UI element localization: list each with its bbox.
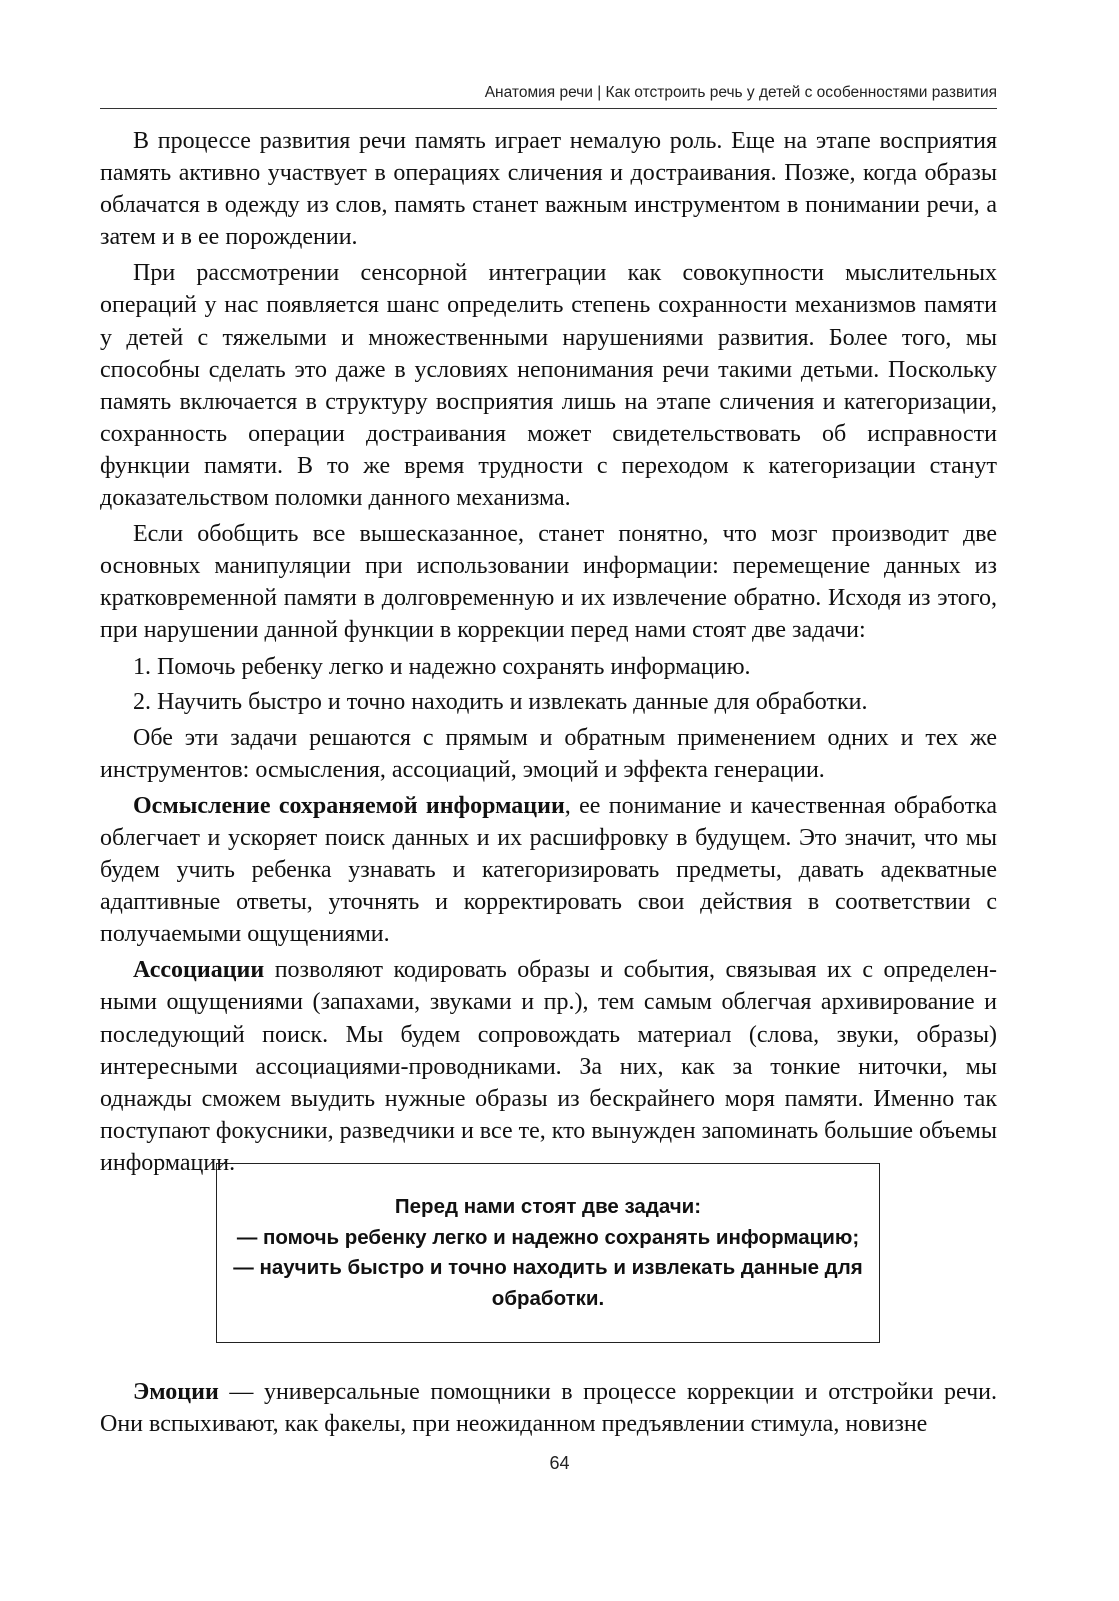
running-title: Анатомия речи | Как отстроить речь у детей с особенностями развития bbox=[484, 84, 997, 101]
term-associations: Ассоциации bbox=[133, 957, 265, 984]
callout-item: — научить быстро и точно находить и извлекать данные для обработки. bbox=[233, 1256, 863, 1310]
paragraph-associations-text: позволяют кодировать образы и события, связывая их с определенными ощущениями (запахами, звуками и пр.), тем самым облегчая архивирование и последующий поиск. Мы будем сопровождать материал (слова, звуки, образы) интересными ассоциациями-проводниками. За них, как за тонкие ниточки, мы однажды сможем выудить нужные образы из бескрайнего моря памяти. Именно так поступают фокусники, разведчики и все те, кто вынужден запоминать большие объемы информации. bbox=[100, 957, 997, 1176]
list-item-text: Научить быстро и точно находить и извлекать данные для обработки. bbox=[157, 688, 868, 715]
callout-item: — помочь ребенку легко и надежно сохранять информацию; bbox=[236, 1225, 860, 1249]
list-item bbox=[100, 686, 997, 718]
paragraph-associations bbox=[100, 954, 997, 1179]
list-item-number: 1. bbox=[133, 653, 151, 680]
paragraph-comprehension bbox=[100, 790, 997, 950]
callout-box bbox=[216, 1163, 880, 1343]
list-item bbox=[100, 651, 997, 683]
paragraph-comprehension-text: , ее понимание и качественная обработка облегчает и ускоряет поиск данных и их расшифровку в будущем. Это значит, что мы будем учить ребенка узнавать и категоризировать предметы, давать адекватные адаптивные ответы, уточнять и корректировать свои действия в соответствии с получаемыми ощущениями. bbox=[100, 792, 998, 948]
task-list bbox=[100, 651, 997, 718]
running-header bbox=[100, 84, 997, 109]
paragraph-emotions bbox=[100, 1376, 997, 1440]
list-item-number: 2. bbox=[133, 688, 151, 715]
continued-text bbox=[100, 1376, 997, 1440]
paragraph-sensory-integration: При рассмотрении сенсорной интеграции как совокупности мыслительных операций у нас появляется шанс определить степень сохранности механизмов памяти у детей с тяжелыми и множественными нарушениями развития. Более того, мы способны сделать это даже в условиях непонимания речи такими детьми. Поскольку память включается в структуру восприятия лишь на этапе сличения и категоризации, сохранность операции достраивания может свидетельствовать об исправности функции памяти. В то же время трудности с переходом к категоризации станут доказательством поломки данного механизма. bbox=[100, 260, 997, 512]
paragraph-tools: Обе эти задачи решаются с прямым и обратным применением одних и тех же инструментов: осмысления, ассоциаций, эмоций и эффекта генерации. bbox=[100, 724, 997, 783]
paragraph-two-tasks: Если обобщить все вышесказанное, станет понятно, что мозг производит две основных манипуляции при использовании информации: перемещение данных из кратковременной памяти в долговременную и их извлечение обратно. Исходя из этого, при нарушении данной функции в коррекции перед нами стоят две задачи: bbox=[100, 521, 997, 644]
term-emotions: Эмоции bbox=[133, 1379, 219, 1405]
main-text bbox=[100, 125, 997, 1179]
paragraph-emotions-text: — универсальные помощники в процессе коррекции и отстройки речи. Они вспыхивают, как факелы, при неожиданном предъявлении стимула, новизне bbox=[100, 1379, 997, 1438]
term-comprehension: Осмысление сохраняемой информации bbox=[133, 792, 565, 819]
callout-heading: Перед нами стоят две задачи: bbox=[394, 1195, 702, 1218]
list-item-text: Помочь ребенку легко и надежно сохранять информацию. bbox=[157, 653, 751, 680]
paragraph-memory-role: В процессе развития речи память играет немалую роль. Еще на этапе восприятия память активно участвует в операциях сличения и достраивания. Позже, когда образы облачатся в одежду из слов, память станет важным инструментом в понимании речи, а затем и в ее порождении. bbox=[100, 128, 997, 251]
page-number: 64 bbox=[549, 1453, 570, 1473]
